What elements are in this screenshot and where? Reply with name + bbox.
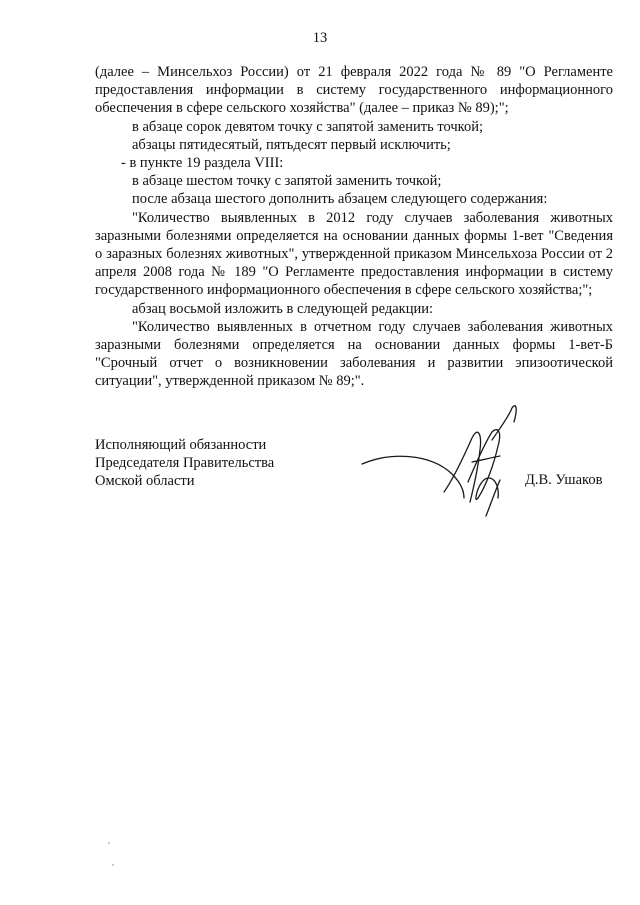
page-number: 13 (312, 30, 328, 46)
scan-speck (108, 842, 110, 844)
signatory-position-line: Исполняющий обязанности (95, 437, 267, 453)
paragraph: "Количество выявленных в 2012 году случаев заболевания животных заразными болезнями определяется на основании данных формы 1-вет "Сведения о заразных болезнях животных", утвержденной приказом Минсельхоза России от 2 апреля 2008 года № 189 "О Регламенте предоставления информации в систему государственного информационного обеспечения в сфере сельского хозяйства;"; (95, 209, 613, 299)
scan-speck (112, 864, 114, 866)
paragraph: (далее – Минсельхоз России) от 21 февраля 2022 года № 89 "О Регламенте предоставления информации в систему государственного информационного обеспечения в сфере сельского хозяйства" (далее – приказ № 89);"; (95, 64, 613, 117)
paragraph: - в пункте 19 раздела VIII: (121, 155, 284, 172)
signatory-position (95, 436, 274, 491)
paragraph: после абзаца шестого дополнить абзацем следующего содержания: (132, 191, 548, 208)
paragraph: абзац восьмой изложить в следующей редакции: (132, 300, 434, 317)
paragraph: в абзаце сорок девятом точку с запятой заменить точкой; (132, 118, 483, 135)
signatory-name: Д.В. Ушаков (525, 472, 603, 488)
paragraph: "Количество выявленных в отчетном году случаев заболевания животных заразными болезнями определяется на основании данных формы 1-вет-Б "Срочный отчет о возникновении заболевания и развитии эпизоотической ситуации", утвержденной приказом № 89;". (95, 318, 613, 390)
handwritten-signature (360, 398, 530, 523)
document-body (95, 63, 613, 391)
paragraph: в абзаце шестом точку с запятой заменить точкой; (132, 173, 442, 190)
signatory-position-line: Председателя Правительства (95, 455, 275, 472)
signatory-position-line: Омской области (95, 473, 195, 490)
paragraph: абзацы пятидесятый, пятьдесят первый исключить; (132, 136, 451, 153)
